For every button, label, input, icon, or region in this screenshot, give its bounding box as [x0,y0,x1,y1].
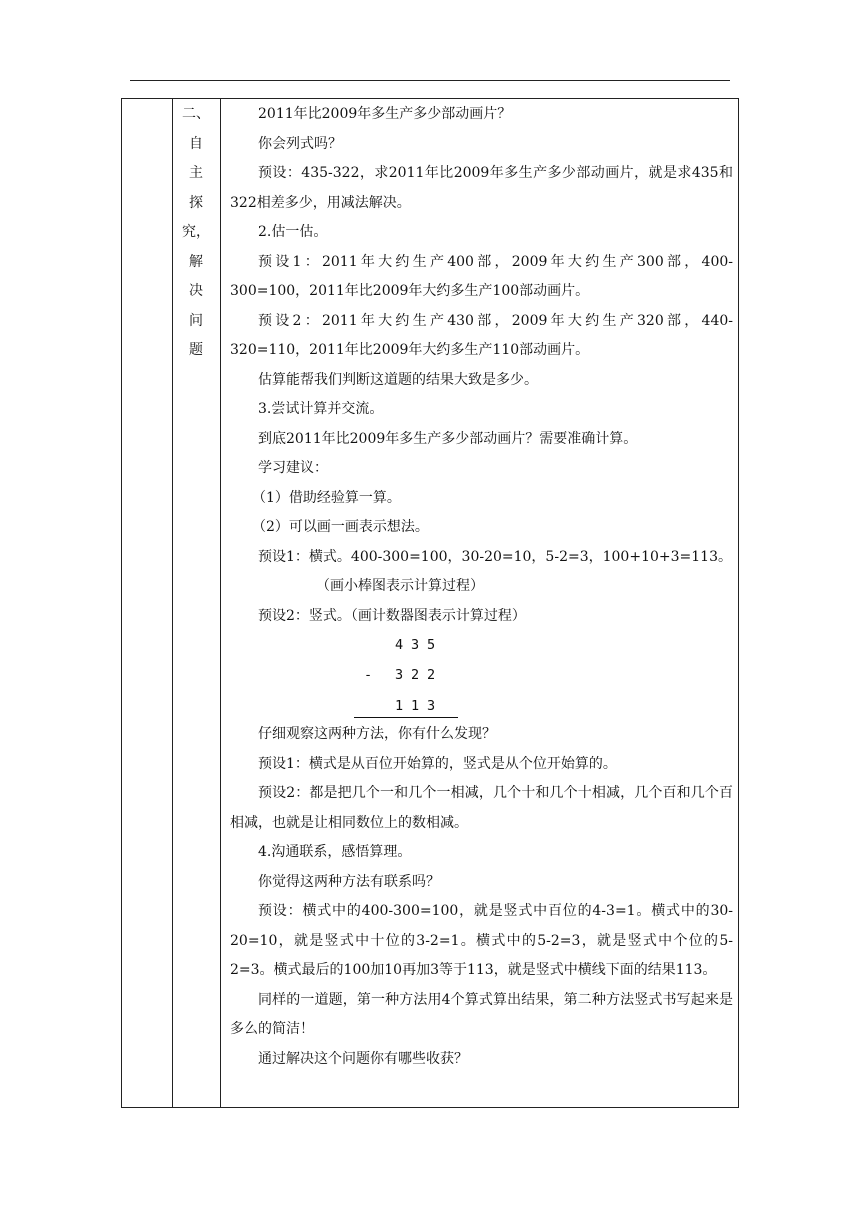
preset-paragraph: 预设2：都是把几个一和几个一相减，几个十和几个十相减，几个百和几个百相减，也就是让相同数位上的数相减。 [230,785,733,831]
section-label-char: 问 [189,312,203,329]
text-paragraph: 估算能帮我们判断这道题的结果大致是多少。 [258,371,538,388]
text-paragraph: 学习建议： [258,460,328,476]
preset-paragraph: 预设1：横式是从百位开始算的，竖式是从个位开始算的。 [258,755,617,772]
preset-paragraph: 预设2：竖式。（画计数器图表示计算过程） [258,607,526,624]
text-paragraph: 同样的一道题，第一种方法用4个算式算出结果，第二种方法竖式书写起来是多么的简洁！ [230,991,733,1037]
digit: 4 [395,637,404,653]
section-label-char: 解 [189,253,203,270]
suggestion-item: （2）可以画一画表示想法。 [252,519,429,535]
preset-paragraph: 预设：横式中的400-300=100，就是竖式中百位的4-3=1。横式中的30-20=10，就是竖式中十位的3-2=1。横式中的5-2=3，就是竖式中个位的5-2=3。横式最后的100加10再加3等于113，就是竖式中横线下面的结果113。 [230,903,733,978]
digit: 1 [395,698,404,714]
question-paragraph: 你会列式吗？ [258,135,342,152]
section-label-char: 二、 [182,106,210,122]
section-label-char: 题 [189,342,203,358]
section-label-char: 决 [189,283,203,299]
digit: 3 [411,637,420,653]
column-divider-2 [220,98,221,1108]
lesson-content [230,100,733,1074]
minuend-row [230,631,460,660]
step-heading: 4.沟通联系，感悟算理。 [258,844,412,860]
question-paragraph: 2011年比2009年多生产多少部动画片？ [258,106,512,122]
header-rule [130,80,730,81]
text-paragraph: 到底2011年比2009年多生产多少部动画片？需要准确计算。 [258,430,638,447]
subtrahend-row [230,661,460,690]
section-label-char: 探 [189,194,203,211]
section-label-char: 自 [189,135,203,152]
digit: 3 [395,667,404,683]
question-paragraph: 通过解决这个问题你有哪些收获？ [258,1050,468,1067]
section-label [172,100,220,366]
preset-paragraph: 预设1：横式。400-300=100，30-20=10，5-2=3，100+10+3=113。 [258,548,732,565]
digit: 2 [411,667,420,683]
preset-paragraph: 预设1：2011年大约生产400部，2009年大约生产300部，400-300=100，2011年比2009年大约多生产100部动画片。 [230,253,733,299]
step-heading: 3.尝试计算并交流。 [258,401,384,417]
digit: 5 [427,637,436,653]
result-row [230,692,460,721]
question-paragraph: 仔细观察这两种方法，你有什么发现？ [258,726,496,742]
section-label-char: 主 [189,165,203,181]
suggestion-item: （1）借助经验算一算。 [252,489,401,506]
minus-sign: - [364,667,373,683]
digit: 1 [411,698,420,714]
section-label-char: 究， [182,224,210,240]
digit: 2 [427,667,436,683]
preset-paragraph: 预设：435-322，求2011年比2009年多生产多少部动画片，就是求435和322相差多少，用减法解决。 [230,165,733,211]
digit: 3 [427,698,436,714]
drawing-note: （画小棒图表示计算过程） [316,578,484,594]
preset-paragraph: 预设2：2011年大约生产430部，2009年大约生产320部，440-320=110，2011年比2009年大约多生产110部动画片。 [230,312,733,358]
step-heading: 2.估一估。 [258,224,328,240]
vertical-subtraction [230,631,733,720]
question-paragraph: 你觉得这两种方法有联系吗？ [258,873,440,890]
